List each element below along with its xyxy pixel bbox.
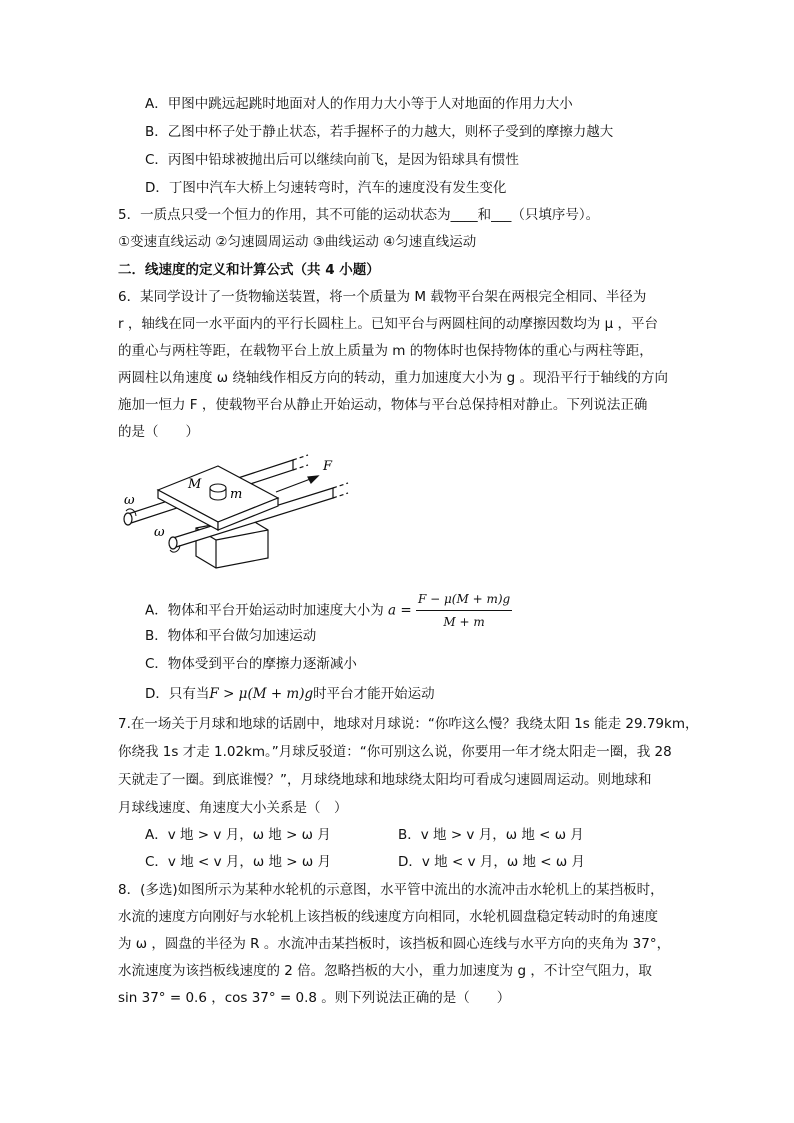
- label-omega-front: ω: [154, 525, 165, 540]
- q7-line1: 7.在一场关于月球和地球的话剧中，地球对月球说：“你咋这么慢？我绕太阳 1s 能走 29.79km，: [118, 716, 699, 732]
- q7-option-b: B．v 地 > v 月，ω 地 < ω 月: [398, 827, 584, 843]
- q5-choices: ①变速直线运动 ②匀速圆周运动 ③曲线运动 ④匀速直线运动: [118, 234, 477, 250]
- label-M: M: [188, 477, 202, 492]
- q6-line1: 6．某同学设计了一货物输送装置，将一个质量为 M 载物平台架在两根完全相同、半径为: [118, 289, 647, 305]
- force-arrow: [276, 476, 318, 492]
- fraction-denominator: M + m: [443, 615, 485, 629]
- q6-line2: r ，轴线在同一水平面内的平行长圆柱上。已知平台与两圆柱间的动摩擦因数均为 μ ，平台: [118, 316, 659, 332]
- q6-line4: 两圆柱以角速度 ω 绕轴线作相反方向的转动，重力加速度大小为 g 。现沿平行于轴线的方向: [118, 370, 669, 386]
- label-omega-back: ω: [124, 493, 135, 508]
- q6-option-a-text: A．物体和平台开始运动时加速度大小为: [145, 602, 384, 619]
- q4-option-a: A．甲图中跳远起跳时地面对人的作用力大小等于人对地面的作用力大小: [145, 96, 573, 112]
- q6-option-c: C．物体受到平台的摩擦力逐渐减小: [145, 656, 357, 672]
- q8-line1: 8．(多选)如图所示为某种水轮机的示意图，水平管中流出的水流冲击水轮机上的某挡板时，: [118, 882, 664, 898]
- q6-figure: [118, 448, 368, 573]
- q6-option-a-lhs: a =: [388, 602, 412, 619]
- q7-line4: 月球线速度、角速度大小关系是（ ）: [118, 800, 348, 816]
- q6-option-d: [145, 685, 435, 703]
- q6-line6: 的是（ ）: [118, 424, 199, 440]
- q8-line2: 水流的速度方向刚好与水轮机上该挡板的线速度方向相同，水轮机圆盘稳定转动时的角速度: [118, 909, 658, 925]
- q8-line4: 水流速度为该挡板线速度的 2 倍。忽略挡板的大小，重力加速度为 g ，不计空气阻力，取: [118, 963, 652, 979]
- q6-option-b: B．物体和平台做匀加速运动: [145, 628, 317, 644]
- object-m: [210, 484, 226, 500]
- q6-line3: 的重心与两柱等距，在载物平台上放上质量为 m 的物体时也保持物体的重心与两柱等距，: [118, 343, 653, 359]
- q4-option-c: C．丙图中铅球被抛出后可以继续向前飞，是因为铅球具有惯性: [145, 152, 519, 168]
- q6-option-d-suffix: 时平台才能开始运动: [313, 686, 435, 702]
- q6-option-a-fraction: [416, 588, 512, 633]
- fraction-numerator: F − μ(M + m)g: [416, 588, 512, 611]
- label-m: m: [230, 487, 243, 502]
- q6-option-d-expr: F > μ(M + m)g: [209, 686, 314, 702]
- label-F: F: [323, 459, 333, 474]
- q7-option-a: A．v 地 > v 月，ω 地 > ω 月: [145, 827, 331, 843]
- q6-option-d-prefix: D．只有当: [145, 686, 210, 702]
- q8-line5: sin 37° = 0.6 ，cos 37° = 0.8 。则下列说法正确的是（ ）: [118, 990, 511, 1006]
- q7-option-d: D．v 地 < v 月，ω 地 < ω 月: [398, 854, 585, 870]
- section-heading: 二．线速度的定义和计算公式（共 4 小题）: [118, 262, 380, 278]
- q8-line3: 为 ω ，圆盘的半径为 R 。水流冲击某挡板时，该挡板和圆心连线与水平方向的夹角为 37°，: [118, 936, 671, 952]
- q4-option-b: B．乙图中杯子处于静止状态，若手握杯子的力越大，则杯子受到的摩擦力越大: [145, 124, 614, 140]
- q4-option-d: D．丁图中汽车大桥上匀速转弯时，汽车的速度没有发生变化: [145, 180, 507, 196]
- q6-line5: 施加一恒力 F ，使载物平台从静止开始运动，物体与平台总保持相对静止。下列说法正确: [118, 397, 648, 413]
- q7-line2: 你绕我 1s 才走 1.02km。”月球反驳道：“你可别这么说，你要用一年才绕太阳走一圈，我 28: [118, 744, 672, 760]
- q7-option-c: C．v 地 < v 月，ω 地 > ω 月: [145, 854, 331, 870]
- q5-stem: 5．一质点只受一个恒力的作用，其不可能的运动状态为____和___（只填序号）。: [118, 207, 600, 223]
- q7-line3: 天就走了一圈。到底谁慢？”，月球绕地球和地球绕太阳均可看成匀速圆周运动。则地球和: [118, 772, 652, 788]
